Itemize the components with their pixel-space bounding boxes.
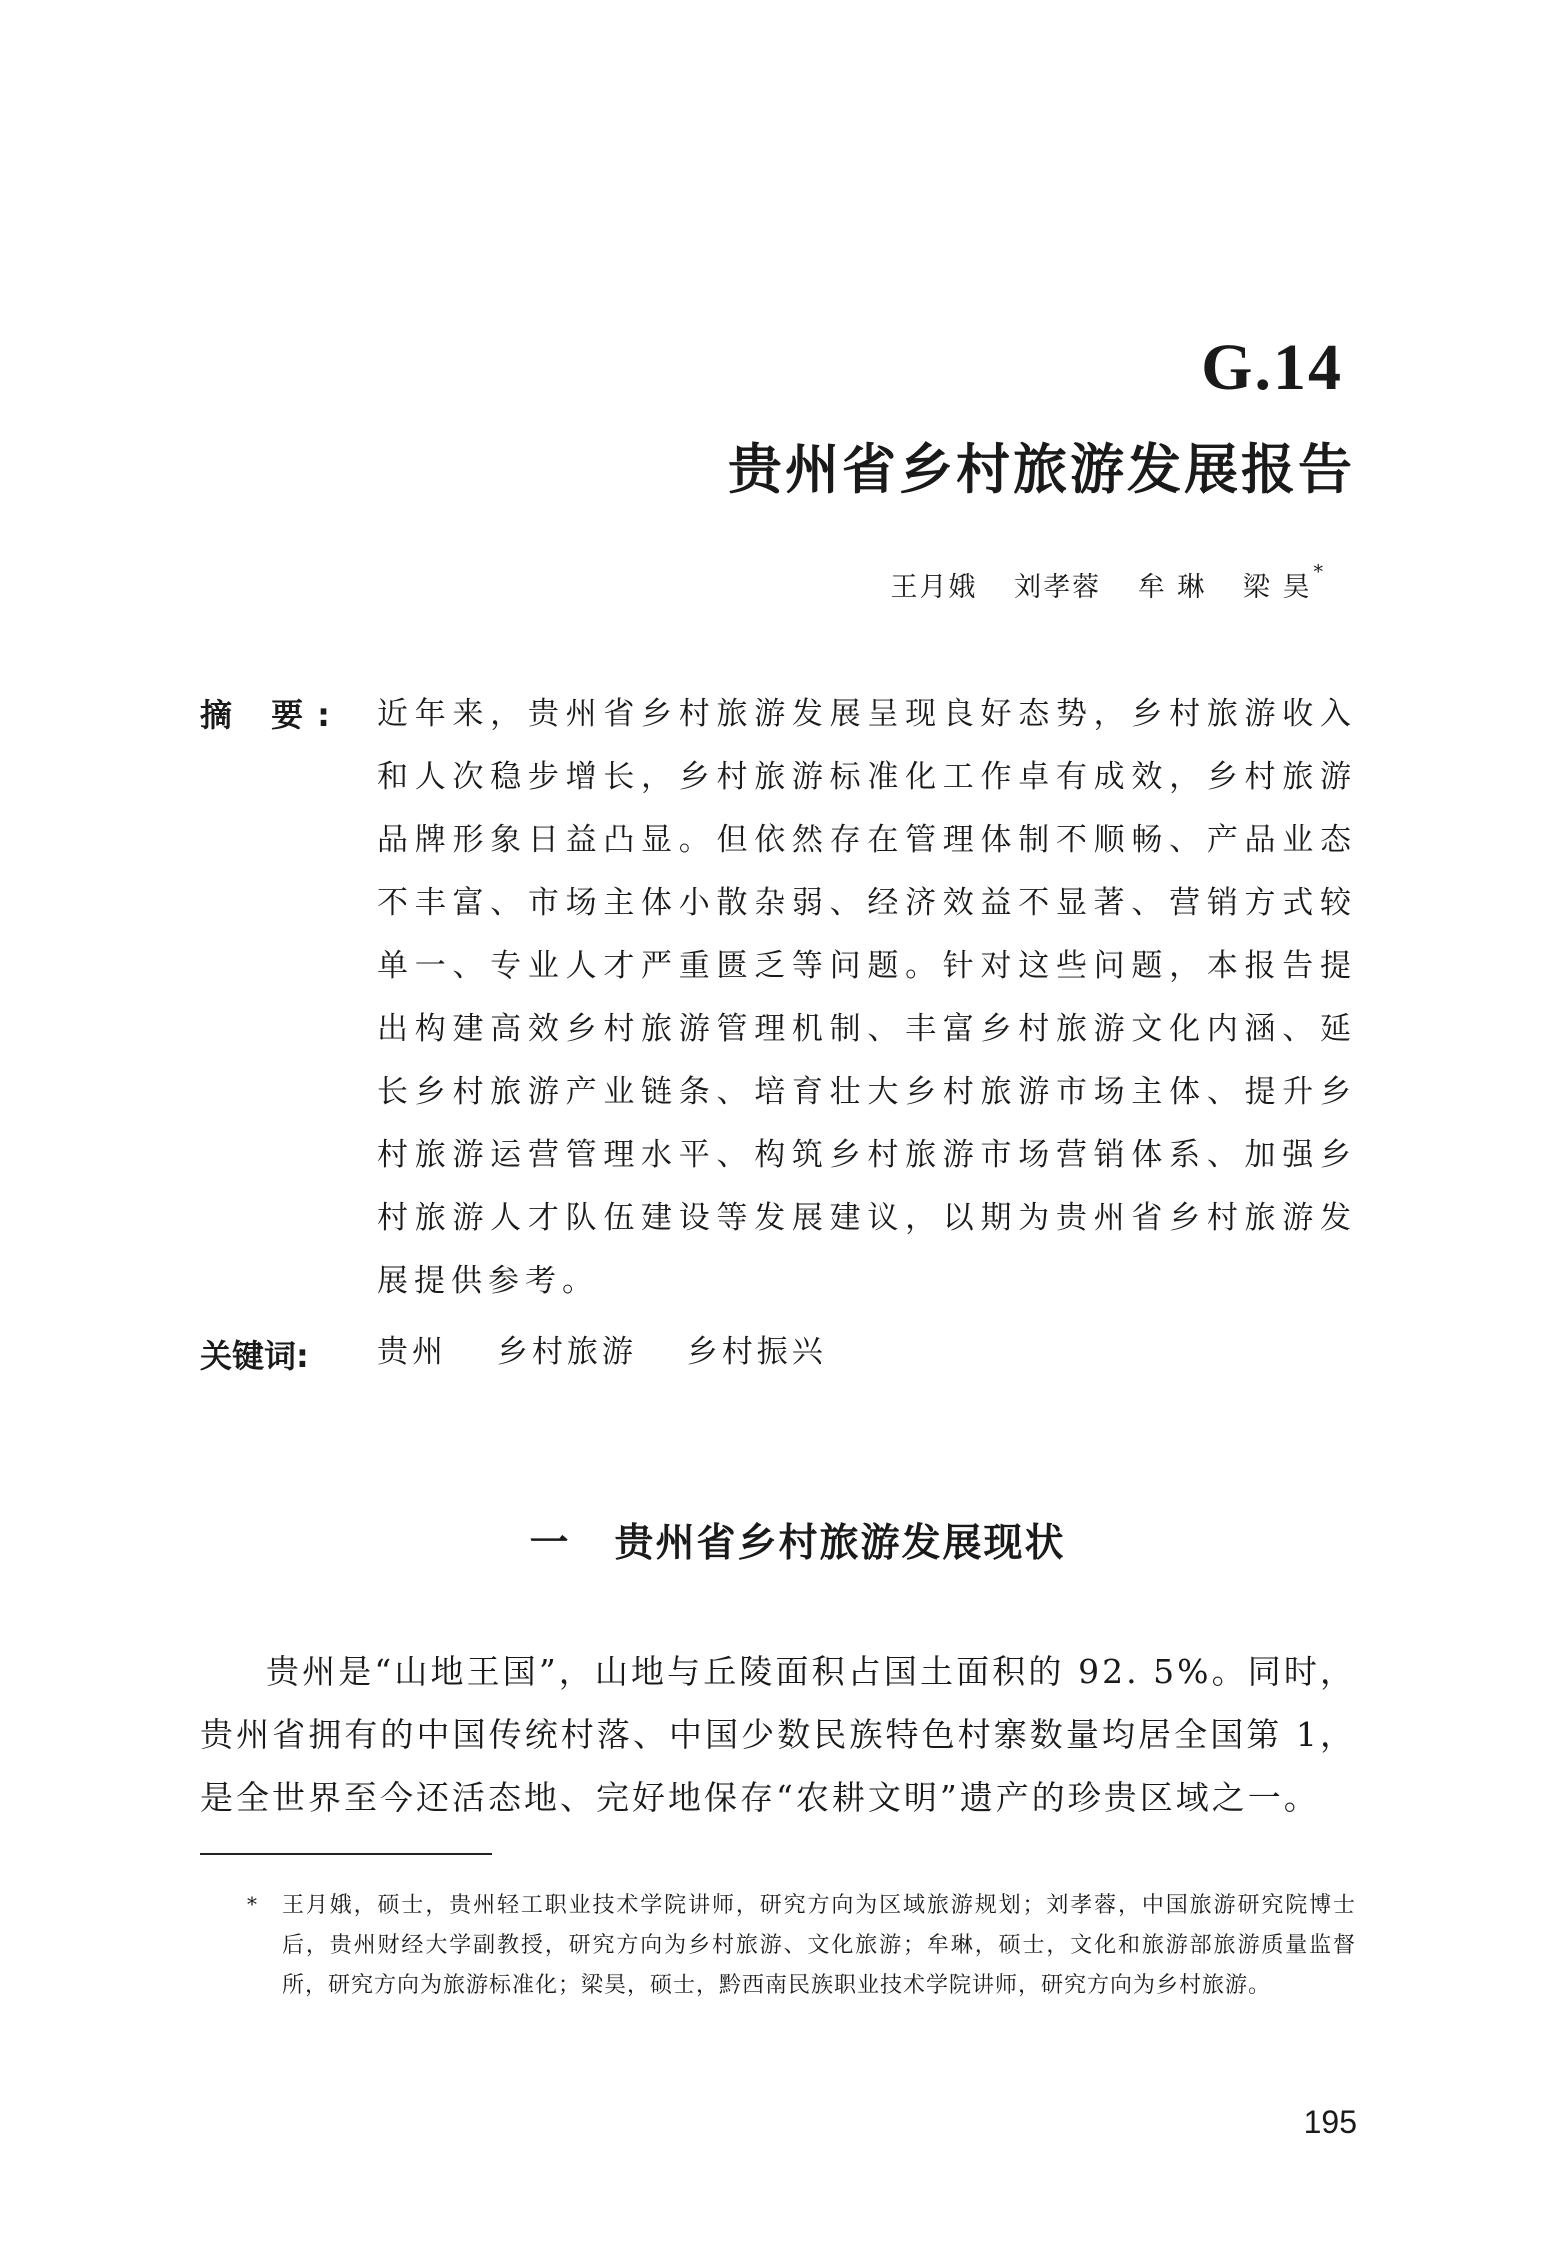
keyword: 乡村旅游 [496,1334,637,1370]
author-name: 王月娥 [890,572,978,603]
author-name: 刘孝蓉 [1014,572,1102,603]
section-number: 一 [529,1521,571,1566]
footnote-text: 王月娥，硕士，贵州轻工职业技术学院讲师，研究方向为区域旅游规划；刘孝蓉，中国旅游研究院博士后，贵州财经大学副教授，研究方向为乡村旅游、文化旅游；牟琳，硕士，文化和旅游部旅游质量监督所，研究方向为旅游标准化；梁昊，硕士，黔西南民族职业技术学院讲师，研究方向为乡村旅游。 [282,1893,1356,1998]
body-paragraph: 贵州是“山地王国”，山地与丘陵面积占国土面积的 92. 5%。同时，贵州省拥有的中国传统村落、中国少数民族特色村寨数量均居全国第 1，是全世界至今还活态地、完好地保存“农耕文明”遗产的珍贵区域之一。 [200,1652,1356,1817]
report-title: 贵州省乡村旅游发展报告 [728,438,1355,501]
author-list [865,561,1325,604]
keyword: 贵州 [377,1334,447,1370]
keyword: 乡村振兴 [686,1334,827,1370]
section-heading [0,1512,1555,1568]
abstract-label: 摘 要: [200,696,344,734]
section-title: 贵州省乡村旅游发展现状 [614,1521,1066,1566]
footnote-divider [200,1853,492,1855]
chapter-label: G.14 [1201,331,1343,404]
footnote-marker: * [247,1892,257,1916]
author-name: 梁 昊 [1242,572,1312,603]
abstract-text: 近年来，贵州省乡村旅游发展呈现良好态势，乡村旅游收入和人次稳步增长，乡村旅游标准化工作卓有成效，乡村旅游品牌形象日益凸显。但依然存在管理体制不顺畅、产品业态不丰富、市场主体小散杂弱、经济效益不显著、营销方式较单一、专业人才严重匮乏等问题。针对这些问题，本报告提出构建高效乡村旅游管理机制、丰富乡村旅游文化内涵、延长乡村旅游产业链条、培育壮大乡村旅游市场主体、提升乡村旅游运营管理水平、构筑乡村旅游市场营销体系、加强乡村旅游人才队伍建设等发展建议，以期为贵州省乡村旅游发展提供参考。 [377,696,1357,1299]
keywords-label: 关键词: [200,1337,309,1375]
author-footnote-mark: * [1313,561,1325,583]
keyword-list [377,1326,863,1371]
author-name: 牟 琳 [1137,572,1207,603]
page-number: 195 [1303,2104,1357,2140]
